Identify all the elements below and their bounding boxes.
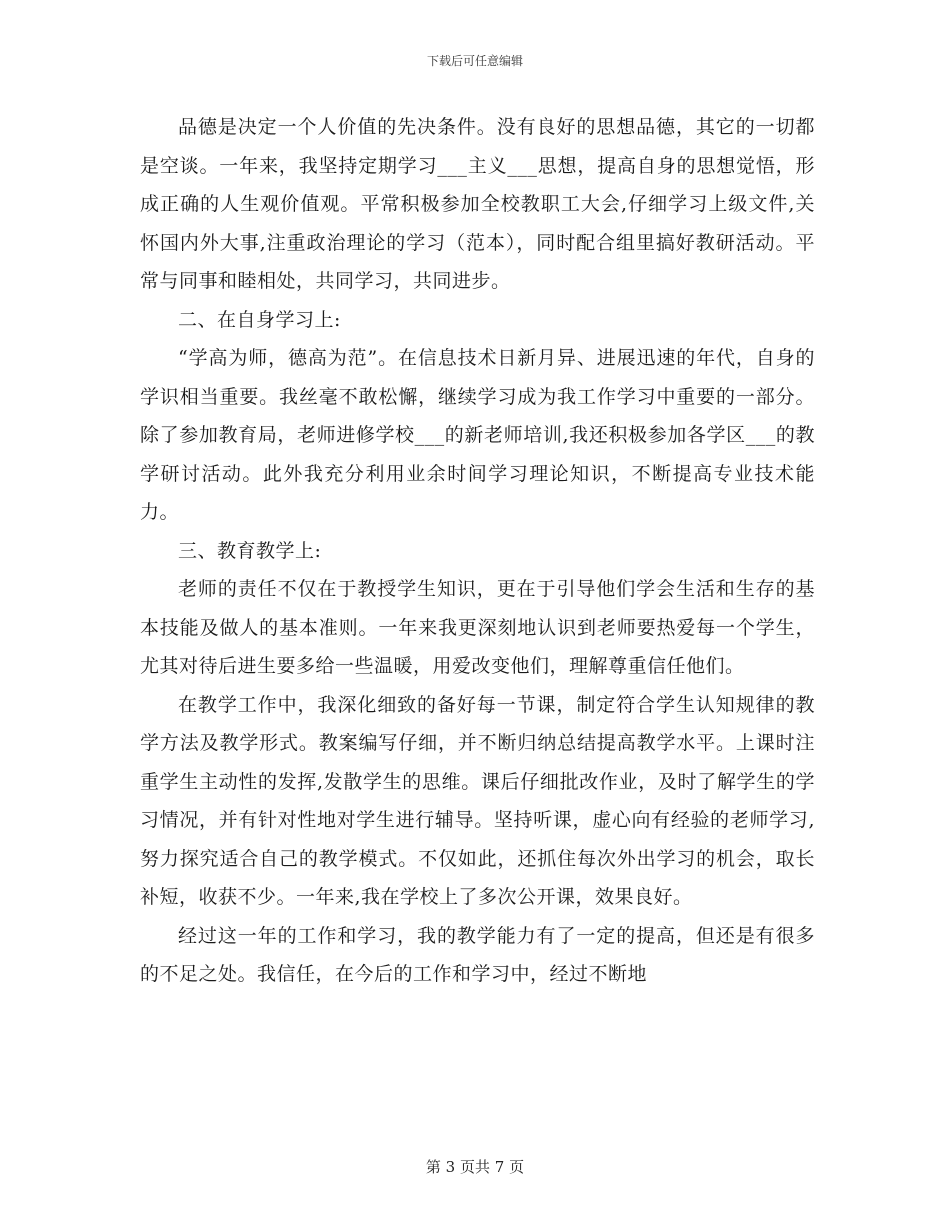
paragraph-teaching-work: 在教学工作中，我深化细致的备好每一节课，制定符合学生认知规律的教学方法及教学形式。教案编写仔细，并不断归纳总结提高教学水平。上课时注重学生主动性的发挥,发散学生的思维。课后仔细批改作业，及时了解学生的学习情况，并有针对性地对学生进行辅导。坚持听课，虚心向有经验的老师学习,努力探究适合自己的教学模式。不仅如此，还抓住每次外出学习的机会，取长补短，收获不少。一年来,我在学校上了多次公开课，效果良好。	[140, 693, 815, 908]
paragraph-moral-character: 品德是决定一个人价值的先决条件。没有良好的思想品德，其它的一切都是空谈。一年来，我坚持定期学习___主义___思想，提高自身的思想觉悟，形成正确的人生观价值观。平常积极参加全校教职工大会,仔细学习上级文件,关怀国内外大事,注重政治理论的学习（范本），同时配合组里搞好教研活动。平常与同事和睦相处，共同学习，共同进步。	[140, 116, 815, 292]
paragraph-self-study: “学高为师，德高为范”。在信息技术日新月异、进展迅速的年代，自身的学识相当重要。我丝毫不敢松懈，继续学习成为我工作学习中重要的一部分。除了参加教育局，老师进修学校___的新老师培训,我还积极参加各学区___的教学研讨活动。此外我充分利用业余时间学习理论知识，不断提高专业技术能力。	[140, 347, 815, 523]
page-header: 下载后可任意编辑	[426, 54, 523, 68]
section-heading-self-study: 二、在自身学习上:	[178, 308, 341, 331]
paragraph-teacher-responsibility: 老师的责任不仅在于教授学生知识，更在于引导他们学会生活和生存的基本技能及做人的基本准则。一年来我更深刻地认识到老师要热爱每一个学生，尤其对待后进生要多给一些温暖，用爱改变他们，理解尊重信任他们。	[140, 578, 815, 677]
paragraph-summary: 经过这一年的工作和学习，我的教学能力有了一定的提高，但还是有很多的不足之处。我信任，在今后的工作和学习中，经过不断地	[140, 924, 815, 985]
page-number: 第 3 页共 7 页	[425, 1158, 525, 1176]
section-heading-teaching: 三、教育教学上:	[178, 539, 322, 562]
document-body	[140, 108, 815, 994]
